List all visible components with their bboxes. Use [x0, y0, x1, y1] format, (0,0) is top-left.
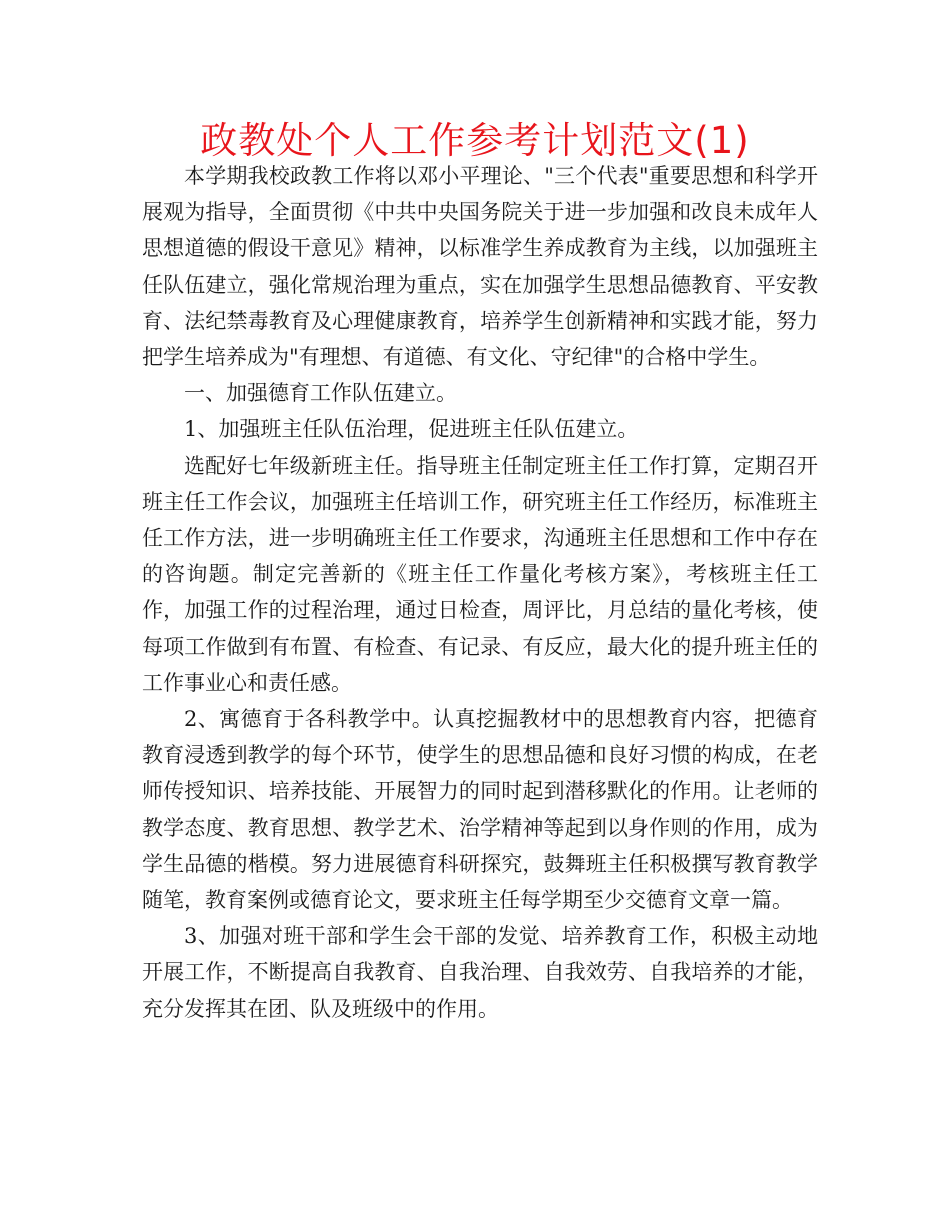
document-title: 政教处个人工作参考计划范文(1): [200, 119, 750, 162]
document-body: [142, 158, 818, 1027]
section-heading-1: 一、加强德育工作队伍建立。: [184, 381, 457, 406]
paragraph-student-cadres: 3、加强对班干部和学生会干部的发觉、培养教育工作，积极主动地开展工作，不断提高自我教育、自我治理、自我效劳、自我培养的才能，充分发挥其在团、队及班级中的作用。: [142, 924, 818, 1021]
subheading-1: 1、加强班主任队伍治理，促进班主任队伍建立。: [184, 417, 639, 442]
paragraph-class-teacher: 选配好七年级新班主任。指导班主任制定班主任工作打算，定期召开班主任工作会议，加强班主任培训工作，研究班主任工作经历，标准班主任工作方法，进一步明确班主任工作要求，沟通班主任思想和工作中存在的咨询题。制定完善新的《班主任工作量化考核方案》，考核班主任工作，加强工作的过程治理，通过日检查，周评比，月总结的量化考核，使每项工作做到有布置、有检查、有记录、有反应，最大化的提升班主任的工作事业心和责任感。: [142, 453, 818, 695]
paragraph-moral-education: 2、寓德育于各科教学中。认真挖掘教材中的思想教育内容，把德育教育浸透到教学的每个环节，使学生的思想品德和良好习惯的构成，在老师传授知识、培养技能、开展智力的同时起到潜移默化的作用。让老师的教学态度、教育思想、教学艺术、治学精神等起到以身作则的作用，成为学生品德的楷模。努力进展德育科研探究，鼓舞班主任积极撰写教育教学随笔，教育案例或德育论文，要求班主任每学期至少交德育文章一篇。: [142, 707, 818, 913]
paragraph-intro: 本学期我校政教工作将以邓小平理论、"三个代表"重要思想和科学开展观为指导，全面贯彻《中共中央国务院关于进一步加强和改良未成年人思想道德的假设干意见》精神，以标准学生养成教育为主线，以加强班主任队伍建立，强化常规治理为重点，实在加强学生思想品德教育、平安教育、法纪禁毒教育及心理健康教育，培养学生创新精神和实践才能，努力把学生培养成为"有理想、有道德、有文化、守纪律"的合格中学生。: [142, 164, 818, 370]
